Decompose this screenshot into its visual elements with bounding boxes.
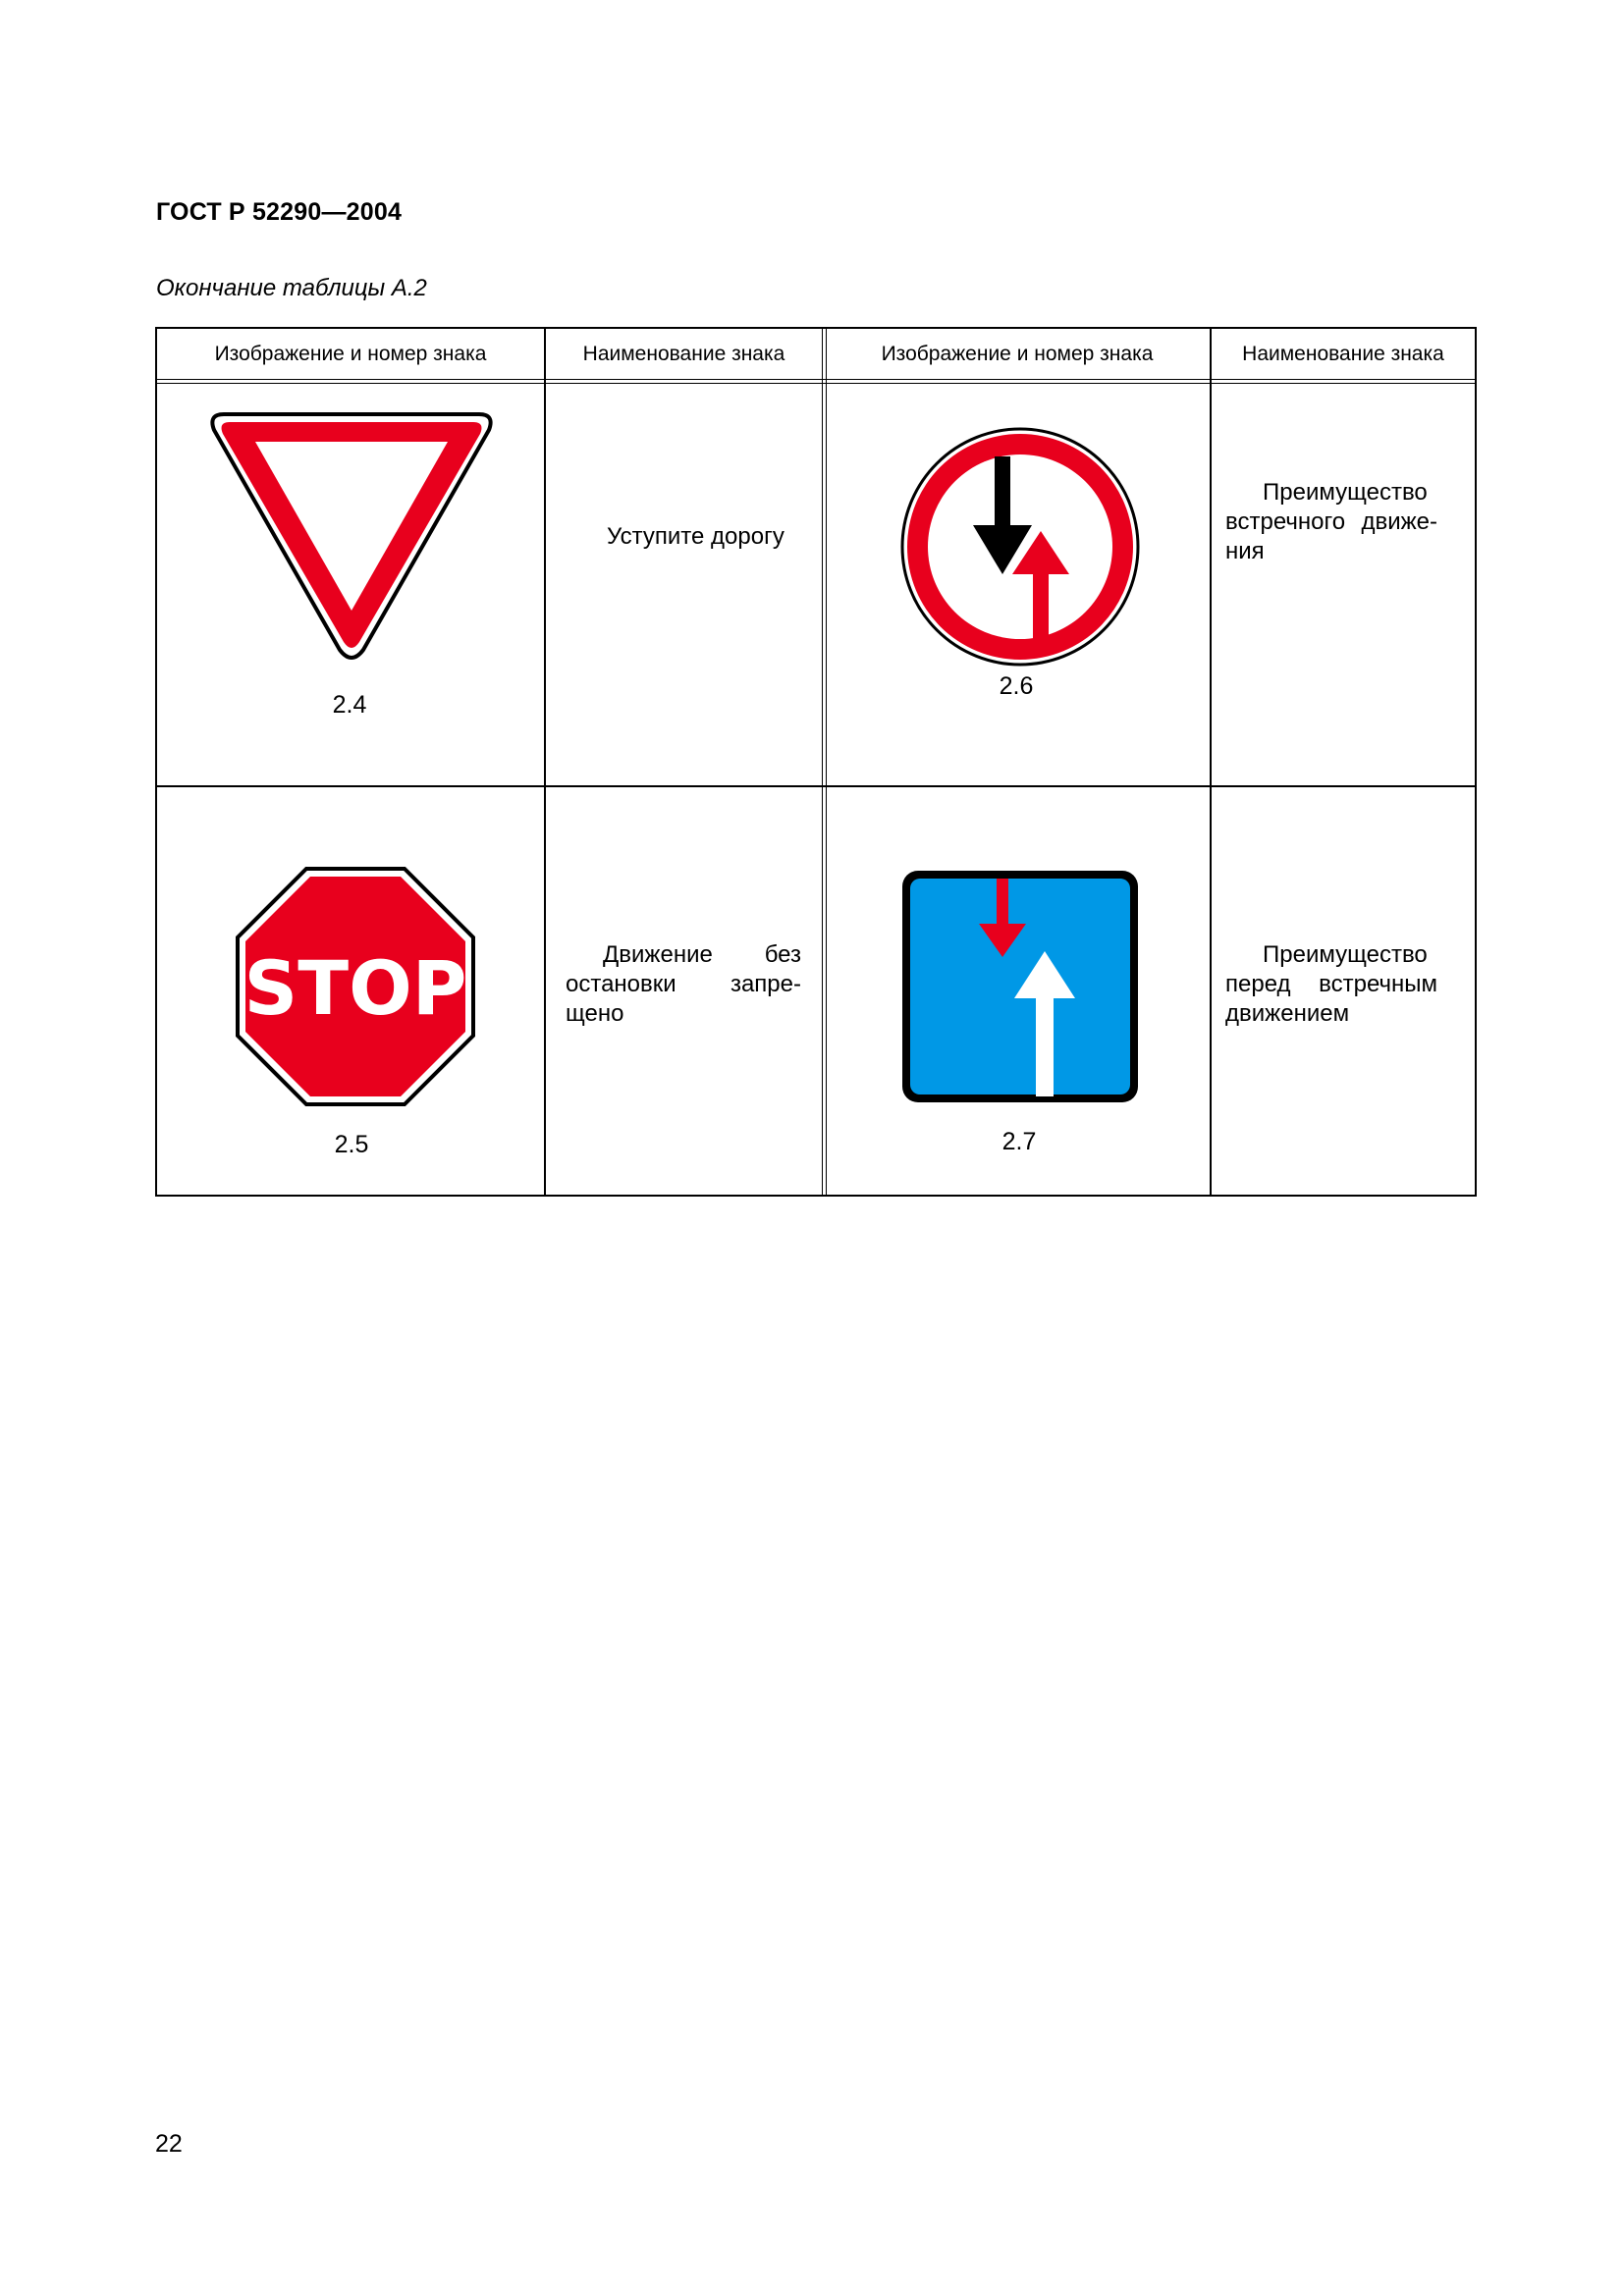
sign-name: Движение без остановки запре-щено bbox=[566, 941, 801, 1027]
column-header-image-2: Изображение и номер знака bbox=[881, 343, 1154, 365]
sign-number: 2.6 bbox=[999, 672, 1034, 700]
document-header: ГОСТ Р 52290—2004 bbox=[156, 198, 403, 226]
column-header-name-2: Наименование знака bbox=[1242, 343, 1444, 365]
row-divider bbox=[157, 785, 1475, 787]
stop-sign-text: STOP bbox=[243, 944, 467, 1032]
column-divider bbox=[544, 329, 546, 1197]
sign-name: Преимущество перед встречным движением bbox=[1225, 941, 1437, 1027]
oncoming-priority-icon bbox=[900, 427, 1140, 667]
column-divider bbox=[1210, 329, 1212, 1197]
yield-triangle-icon bbox=[204, 408, 499, 666]
signs-table bbox=[155, 327, 1477, 1197]
column-header-name-1: Наименование знака bbox=[582, 343, 785, 365]
table-caption: Окончание таблицы А.2 bbox=[156, 275, 427, 301]
stop-sign-icon bbox=[236, 867, 475, 1106]
sign-name: Уступите дорогу bbox=[607, 523, 784, 550]
sign-number: 2.7 bbox=[1001, 1128, 1037, 1155]
sign-name: Преимущество встречного движе-ния bbox=[1225, 479, 1437, 564]
page-number: 22 bbox=[155, 2130, 183, 2158]
column-divider-double bbox=[822, 329, 827, 1197]
sign-number: 2.4 bbox=[332, 691, 367, 719]
column-header-image-1: Изображение и номер знака bbox=[214, 343, 487, 365]
sign-number: 2.5 bbox=[334, 1131, 369, 1158]
priority-over-oncoming-icon bbox=[900, 869, 1140, 1104]
header-divider bbox=[157, 379, 1475, 384]
